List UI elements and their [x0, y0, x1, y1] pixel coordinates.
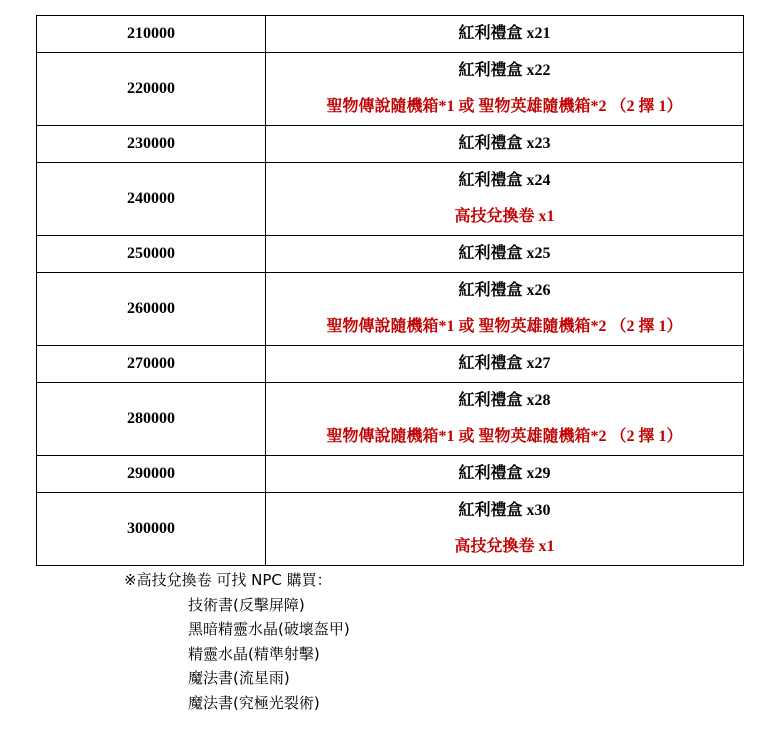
note-item: 精靈水晶(精準射擊): [188, 644, 320, 663]
points-cell: 220000: [37, 53, 266, 126]
note-item: 魔法書(流星雨): [188, 669, 290, 687]
table-row: [37, 493, 744, 566]
bonus-reward-line: 高技兌換卷 x1: [454, 538, 555, 555]
bonus-reward-line: 高技兌換卷 x1: [454, 208, 555, 225]
points-cell: 210000: [37, 16, 266, 53]
reward-line: 紅利禮盒 x28: [458, 392, 551, 409]
bonus-reward-line: 聖物傳說隨機箱*1 或 聖物英雄隨機箱*2 （2 擇 1）: [326, 318, 683, 335]
table-row: [37, 53, 744, 126]
points-cell: 300000: [37, 493, 266, 566]
note-item: 技術書(反擊屏障): [188, 595, 305, 614]
rewards-cell: [266, 16, 744, 53]
bonus-reward-line: 聖物傳說隨機箱*1 或 聖物英雄隨機箱*2 （2 擇 1）: [326, 98, 683, 115]
reward-line: 紅利禮盒 x27: [458, 355, 551, 372]
table-row: [37, 456, 744, 493]
rewards-cell: [266, 236, 744, 273]
rewards-cell: [266, 126, 744, 163]
points-cell: 290000: [37, 456, 266, 493]
table-row: [37, 163, 744, 236]
reward-table: [36, 15, 744, 566]
reward-line: 紅利禮盒 x23: [458, 135, 551, 152]
table-row: [37, 16, 744, 53]
table-row: [37, 273, 744, 346]
points-cell: 260000: [37, 273, 266, 346]
reward-line: 紅利禮盒 x25: [458, 245, 551, 262]
points-cell: 240000: [37, 163, 266, 236]
points-cell: 230000: [37, 126, 266, 163]
table-row: [37, 126, 744, 163]
rewards-cell: [266, 53, 744, 126]
reward-line: 紅利禮盒 x21: [458, 25, 551, 42]
rewards-cell: [266, 273, 744, 346]
note-item: 魔法書(究極光裂術): [188, 693, 320, 712]
reward-line: 紅利禮盒 x26: [458, 282, 551, 299]
table-row: [37, 383, 744, 456]
points-cell: 280000: [37, 383, 266, 456]
rewards-cell: [266, 383, 744, 456]
rewards-cell: [266, 163, 744, 236]
bonus-reward-line: 聖物傳說隨機箱*1 或 聖物英雄隨機箱*2 （2 擇 1）: [326, 428, 683, 445]
table-row: [37, 346, 744, 383]
reward-line: 紅利禮盒 x30: [458, 502, 551, 519]
note-title: ※高技兌換卷 可找 NPC 購買：: [124, 571, 332, 589]
purchase-note: [124, 568, 350, 715]
rewards-cell: [266, 346, 744, 383]
reward-line: 紅利禮盒 x22: [458, 62, 551, 79]
points-cell: 250000: [37, 236, 266, 273]
note-item: 黑暗精靈水晶(破壞盔甲): [188, 620, 350, 638]
reward-table-body: [37, 16, 744, 566]
points-cell: 270000: [37, 346, 266, 383]
rewards-cell: [266, 456, 744, 493]
reward-line: 紅利禮盒 x29: [458, 465, 551, 482]
rewards-cell: [266, 493, 744, 566]
table-row: [37, 236, 744, 273]
reward-line: 紅利禮盒 x24: [458, 172, 551, 189]
